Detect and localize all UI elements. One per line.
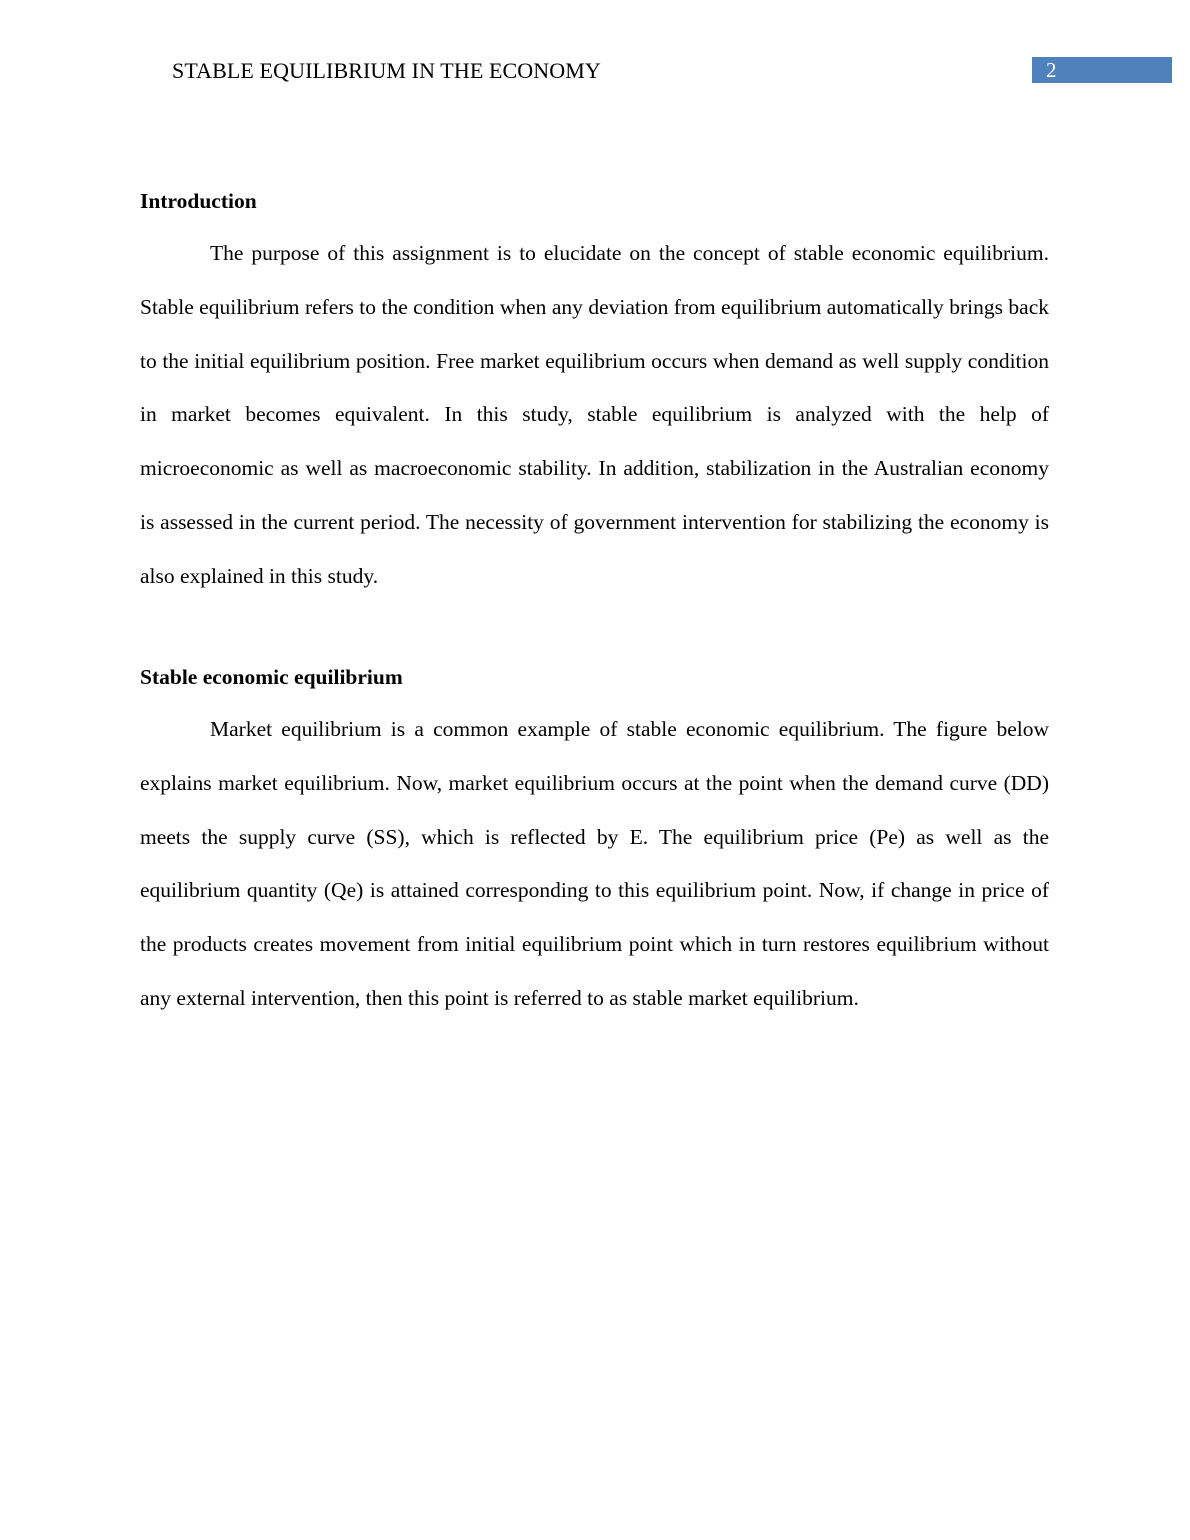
introduction-paragraph: The purpose of this assignment is to elucidate on the concept of stable economic equilibrium. Stable equilibrium refers to the condition when any deviation from equilibrium automatically brings back to the initial equilibrium position. Free market equilibrium occurs when demand as well supply condition in market becomes equivalent. In this study, stable equilibrium is analyzed with the help of microeconomic as well as macroeconomic stability. In addition, stabilization in the Australian economy is assessed in the current period. The necessity of government intervention for stabilizing the economy is also explained in this study.: [140, 241, 1049, 588]
introduction-section: [140, 186, 1049, 604]
page-number: 2: [1046, 58, 1057, 82]
stable-equilibrium-section: [140, 662, 1049, 1026]
page-number-badge: [1032, 57, 1172, 83]
section-heading-stable-equilibrium: Stable economic equilibrium: [140, 665, 403, 689]
running-header-title: STABLE EQUILIBRIUM IN THE ECONOMY: [172, 58, 601, 83]
section-heading-introduction: Introduction: [140, 189, 257, 213]
stable-equilibrium-paragraph: Market equilibrium is a common example of stable economic equilibrium. The figure below explains market equilibrium. Now, market equilibrium occurs at the point when the demand curve (DD) meets the supply curve (SS), which is reflected by E. The equilibrium price (Pe) as well as the equilibrium quantity (Qe) is attained corresponding to this equilibrium point. Now, if change in price of the products creates movement from initial equilibrium point which in turn restores equilibrium without any external intervention, then this point is referred to as stable market equilibrium.: [140, 717, 1049, 1010]
